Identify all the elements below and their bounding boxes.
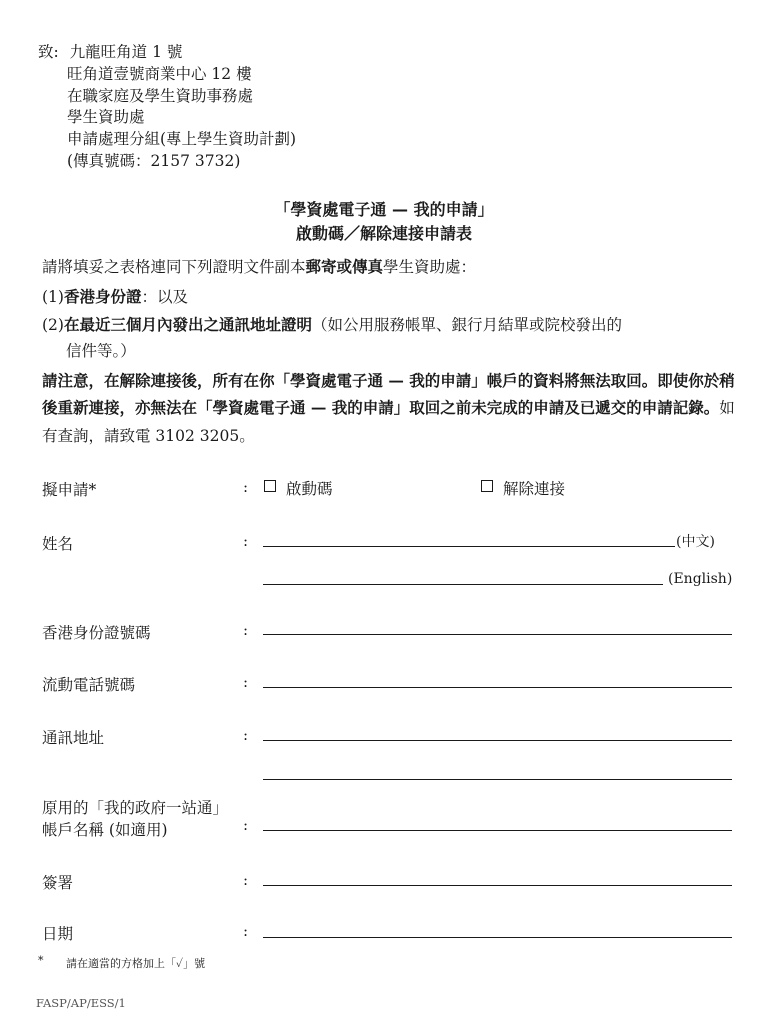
form-title-line2: 啟動碼／解除連接申請表 xyxy=(295,224,472,243)
instructions-intro: 請將填妥之表格連同下列證明文件副本郵寄或傳真學生資助處： xyxy=(42,257,477,276)
hkid-label: 香港身份證號碼 xyxy=(42,624,151,642)
activation-code-option: 啟動碼 xyxy=(286,480,333,498)
address-label: 通訊地址 xyxy=(42,729,105,747)
form-title-line1: 「學資處電子通 — 我的申請」 xyxy=(274,200,494,219)
mobile-field[interactable] xyxy=(263,687,732,688)
enquiry-text: 如有查詢，請致電 3102 3205。 xyxy=(42,399,735,445)
colon: : xyxy=(243,726,249,744)
instructions xyxy=(42,255,737,363)
colon: : xyxy=(243,478,249,496)
address-field-line2[interactable] xyxy=(263,779,732,780)
colon: : xyxy=(243,532,249,550)
colon: : xyxy=(243,621,249,639)
notice-bold: 請注意，在解除連接後，所有在你「學資處電子通 — 我的申請」帳戶的資料將無法取回。即使你於稍後重新連接，亦無法在「學資處電子通 — 我的申請」取回之前未完成的申請及已遞交的申請記錄。 xyxy=(42,371,735,417)
date-label: 日期 xyxy=(42,925,74,943)
unlink-option: 解除連接 xyxy=(503,480,566,498)
gov-account-label-2: 帳戶名稱 (如適用) xyxy=(42,821,168,839)
mobile-label: 流動電話號碼 xyxy=(42,676,136,694)
gov-account-field[interactable] xyxy=(263,830,732,831)
proof-item-2-cont: 信件等。） xyxy=(66,342,136,360)
form-code: FASP/AP/ESS/1 xyxy=(36,996,126,1010)
address-line: 學生資助處 xyxy=(67,108,145,127)
chinese-suffix: (中文) xyxy=(676,534,715,550)
hkid-field[interactable] xyxy=(263,634,732,635)
date-field[interactable] xyxy=(263,937,732,938)
name-english-field[interactable] xyxy=(263,584,663,585)
name-label: 姓名 xyxy=(42,535,74,553)
colon: : xyxy=(243,816,249,834)
address-field-line1[interactable] xyxy=(263,740,732,741)
colon: : xyxy=(243,673,249,691)
proof-item-1: (1)香港身份證：以及 xyxy=(42,287,188,306)
gov-account-label-1: 原用的「我的政府一站通」 xyxy=(42,799,229,817)
to-label: 致: xyxy=(38,43,59,61)
signature-field[interactable] xyxy=(263,885,732,886)
recipient-address xyxy=(38,42,296,173)
unlink-checkbox[interactable] xyxy=(481,480,493,492)
activation-code-checkbox[interactable] xyxy=(264,480,276,492)
address-line: 申請處理分組(專上學生資助計劃) xyxy=(67,130,297,149)
name-chinese-field[interactable] xyxy=(263,546,675,547)
address-line: 旺角道壹號商業中心 12 樓 xyxy=(67,64,252,83)
address-line: (傳真號碼：2157 3732) xyxy=(67,151,241,170)
english-suffix: (English) xyxy=(668,571,733,587)
proof-item-2: (2)在最近三個月內發出之通訊地址證明（如公用服務帳單、銀行月結單或院校發出的 xyxy=(42,315,622,334)
unlink-notice xyxy=(42,367,737,450)
colon: : xyxy=(243,871,249,889)
apply-label: 擬申請* xyxy=(42,481,97,499)
footnote-text: 請在適當的方格加上「✓」號 xyxy=(66,957,206,970)
signature-label: 簽署 xyxy=(42,874,74,892)
footnote-star: * xyxy=(38,954,44,967)
colon: : xyxy=(243,922,249,940)
address-line: 在職家庭及學生資助事務處 xyxy=(67,86,254,105)
address-line: 九龍旺角道 1 號 xyxy=(69,43,183,61)
